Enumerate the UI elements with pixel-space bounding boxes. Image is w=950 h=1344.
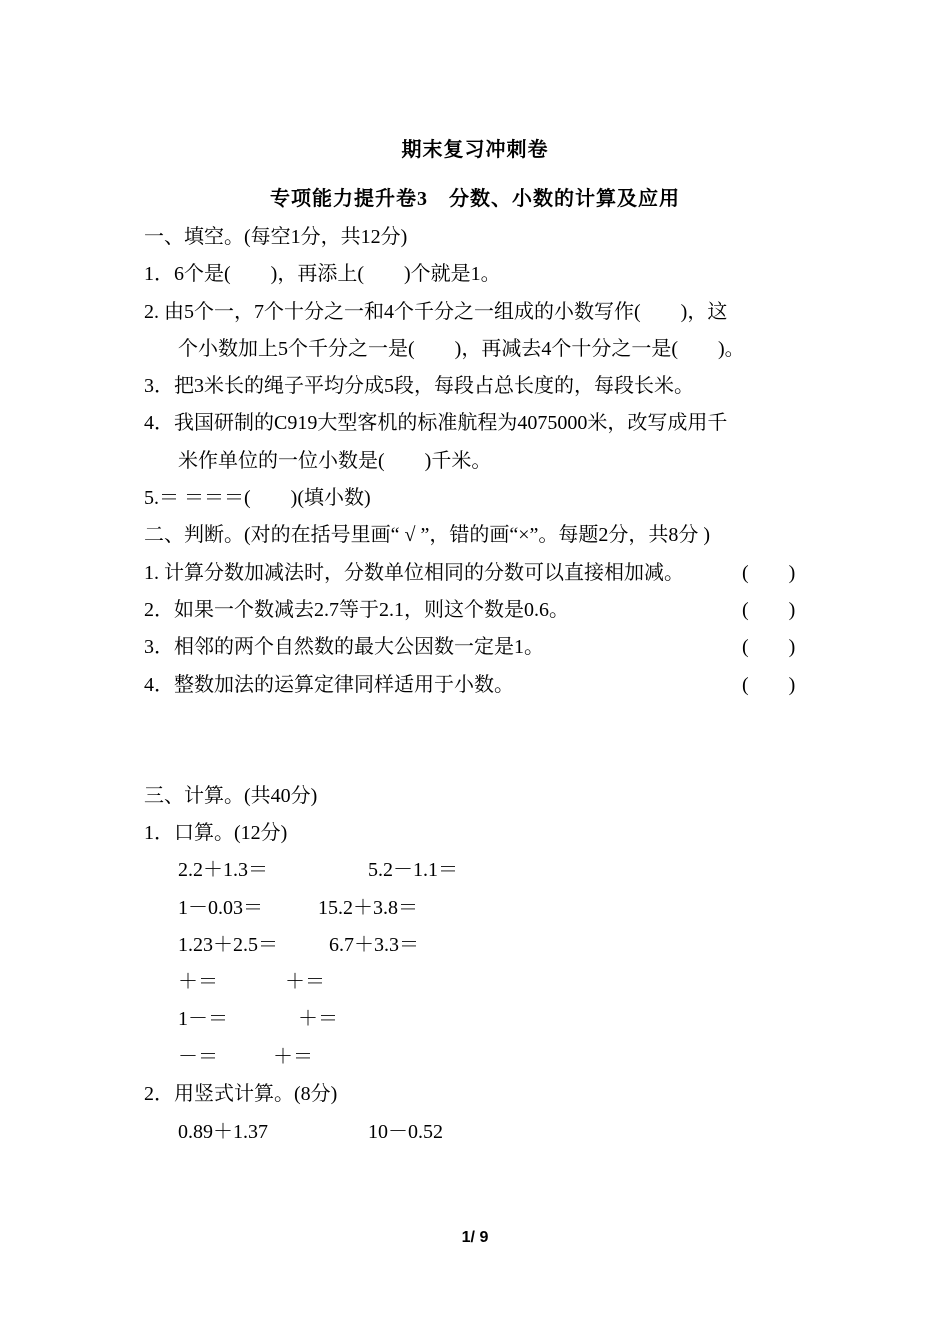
judge-question-2: 2．如果一个数减去2.7等于2.1，则这个数是0.6。 bbox=[144, 599, 569, 621]
fill-question-2-line2: 个小数加上5个千分之一是( )，再减去4个十分之一是( )。 bbox=[178, 338, 745, 360]
judge-answer-bracket-3: ( ) bbox=[742, 636, 796, 658]
oral-calc-item: ＋＝ bbox=[273, 1046, 313, 1068]
judge-question-4: 4．整数加法的运算定律同样适用于小数。 bbox=[144, 674, 514, 696]
section3-heading: 三、计算。(共40分) bbox=[144, 785, 318, 807]
oral-calc-item: 1－0.03＝ bbox=[178, 897, 263, 919]
judge-question-3: 3．相邻的两个自然数的最大公因数一定是1。 bbox=[144, 636, 544, 658]
fill-question-2-line1: 2. 由5个一，7个十分之一和4个千分之一组成的小数写作( )，这 bbox=[144, 301, 728, 323]
page-title: 期末复习冲刺卷 bbox=[401, 139, 549, 161]
fill-question-5: 5.＝ ＝＝＝( )(填小数) bbox=[144, 487, 371, 509]
fill-question-3: 3．把3米长的绳子平均分成5段，每段占总长度的，每段长米。 bbox=[144, 375, 694, 397]
oral-calc-item: 5.2－1.1＝ bbox=[368, 859, 458, 881]
fill-question-4-line1: 4．我国研制的C919大型客机的标准航程为4075000米，改写成用千 bbox=[144, 412, 728, 434]
judge-answer-bracket-1: ( ) bbox=[742, 562, 796, 584]
fill-question-1: 1．6个是( )，再添上( )个就是1。 bbox=[144, 263, 501, 285]
oral-calc-item: ＋＝ bbox=[298, 1008, 338, 1030]
oral-calc-item: －＝ bbox=[178, 1046, 218, 1068]
judge-answer-bracket-2: ( ) bbox=[742, 599, 796, 621]
fill-question-4-line2: 米作单位的一位小数是( )千米。 bbox=[178, 450, 492, 472]
oral-calc-item: ＋＝ bbox=[178, 971, 218, 993]
oral-calc-item: ＋＝ bbox=[285, 971, 325, 993]
judge-question-1: 1. 计算分数加减法时，分数单位相同的分数可以直接相加减。 bbox=[144, 562, 684, 584]
oral-calc-item: 2.2＋1.3＝ bbox=[178, 859, 268, 881]
section1-heading: 一、填空。(每空1分，共12分) bbox=[144, 226, 408, 248]
page-subtitle: 专项能力提升卷3 分数、小数的计算及应用 bbox=[270, 188, 680, 210]
vertical-calc-item: 10－0.52 bbox=[368, 1121, 443, 1143]
oral-calc-heading: 1．口算。(12分) bbox=[144, 822, 288, 844]
page-number: 1/ 9 bbox=[461, 1229, 489, 1246]
vertical-calc-heading: 2．用竖式计算。(8分) bbox=[144, 1083, 338, 1105]
oral-calc-item: 6.7＋3.3＝ bbox=[329, 934, 419, 956]
oral-calc-item: 1－＝ bbox=[178, 1008, 228, 1030]
vertical-calc-item: 0.89＋1.37 bbox=[178, 1121, 268, 1143]
oral-calc-item: 1.23＋2.5＝ bbox=[178, 934, 278, 956]
section2-heading: 二、判断。(对的在括号里画“ √ ”，错的画“×”。每题2分，共8分 ) bbox=[144, 524, 711, 546]
judge-answer-bracket-4: ( ) bbox=[742, 674, 796, 696]
oral-calc-item: 15.2＋3.8＝ bbox=[318, 897, 418, 919]
